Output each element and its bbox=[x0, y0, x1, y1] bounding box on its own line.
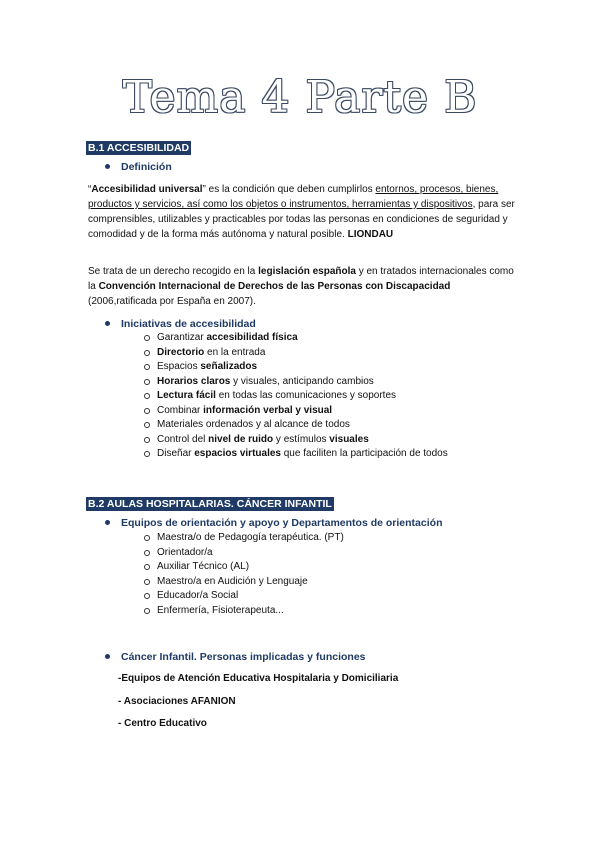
list-item: Auxiliar Técnico (AL) bbox=[144, 560, 344, 575]
equipos-list bbox=[144, 531, 344, 618]
bullet-dot-icon bbox=[105, 164, 110, 169]
equipos-bullet bbox=[105, 517, 442, 529]
quote-open: “ bbox=[88, 184, 92, 195]
iniciativas-bullet bbox=[105, 318, 256, 330]
list-item: Directorio en la entrada bbox=[144, 346, 448, 361]
definicion-paragraph bbox=[88, 182, 518, 242]
list-item: Materiales ordenados y al alcance de todos bbox=[144, 418, 448, 433]
para2-text-1: Se trata de un derecho recogido en la bbox=[88, 266, 259, 277]
equipos-label: Equipos de orientación y apoyo y Departamentos de orientación bbox=[121, 517, 443, 529]
legislacion-label: legislación española bbox=[258, 266, 356, 277]
derecho-paragraph bbox=[88, 264, 518, 309]
para1-text-1: es la condición que deben cumplirlos bbox=[205, 184, 376, 195]
cancer-item-centro: - Centro Educativo bbox=[118, 718, 207, 729]
list-item: Horarios claros y visuales, anticipando cambios bbox=[144, 375, 448, 390]
list-item: Maestro/a en Audición y Lenguaje bbox=[144, 575, 344, 590]
cancer-item-afanion: - Asociaciones AFANION bbox=[118, 696, 236, 707]
section-header-text: B.1 ACCESIBILIDAD bbox=[88, 142, 190, 154]
para2-text-2: y en tratados internacionales como la bbox=[88, 266, 514, 292]
bullet-dot-icon bbox=[105, 321, 110, 326]
cancer-label: Cáncer Infantil. Personas implicadas y funciones bbox=[121, 651, 366, 663]
list-item: Combinar información verbal y visual bbox=[144, 404, 448, 419]
list-item: Educador/a Social bbox=[144, 589, 344, 604]
list-item: Lectura fácil en todas las comunicaciones y soportes bbox=[144, 389, 448, 404]
cancer-bullet bbox=[105, 651, 366, 663]
definicion-label: Definición bbox=[121, 161, 172, 173]
cancer-item-equipos: -Equipos de Atención Educativa Hospitalaria y Domiciliaria bbox=[118, 673, 399, 684]
list-item: Enfermería, Fisioterapeuta... bbox=[144, 604, 344, 619]
list-item: Espacios señalizados bbox=[144, 360, 448, 375]
list-item: Maestra/o de Pedagogía terapéutica. (PT) bbox=[144, 531, 344, 546]
list-item: Control del nivel de ruido y estímulos visuales bbox=[144, 433, 448, 448]
page-title: Tema 4 Parte B bbox=[122, 72, 478, 123]
iniciativas-list bbox=[144, 331, 448, 462]
section-header-aulas bbox=[86, 494, 334, 512]
list-item: Diseñar espacios virtuales que faciliten la participación de todos bbox=[144, 447, 448, 462]
para1-underlined: entornos, procesos, bienes, productos y servicios, así como los objetos o instrumentos, herramientas y dispositivos bbox=[88, 184, 499, 210]
bullet-dot-icon bbox=[105, 654, 110, 659]
definicion-bullet bbox=[105, 161, 172, 173]
para1-text-2: , para ser comprensibles, utilizables y practicables por todas las personas en condiciones de seguridad y comodidad y de la forma más autónoma y natural posible. bbox=[88, 199, 515, 240]
section-header-accesibilidad bbox=[86, 138, 191, 156]
para2-text-3: (2006,ratificada por España en 2007). bbox=[88, 296, 256, 307]
bullet-dot-icon bbox=[105, 520, 110, 525]
section-header-text: B.2 AULAS HOSPITALARIAS. CÁNCER INFANTIL bbox=[88, 498, 332, 510]
list-item: Orientador/a bbox=[144, 546, 344, 561]
iniciativas-label: Iniciativas de accesibilidad bbox=[121, 318, 256, 330]
quote-close: ” bbox=[202, 184, 206, 195]
liondau-label: LIONDAU bbox=[347, 229, 394, 240]
convencion-label: Convención Internacional de Derechos de las Personas con Discapacidad bbox=[98, 281, 451, 292]
list-item: Garantizar accesibilidad física bbox=[144, 331, 448, 346]
term-accesibilidad-universal: Accesibilidad universal bbox=[91, 184, 203, 195]
